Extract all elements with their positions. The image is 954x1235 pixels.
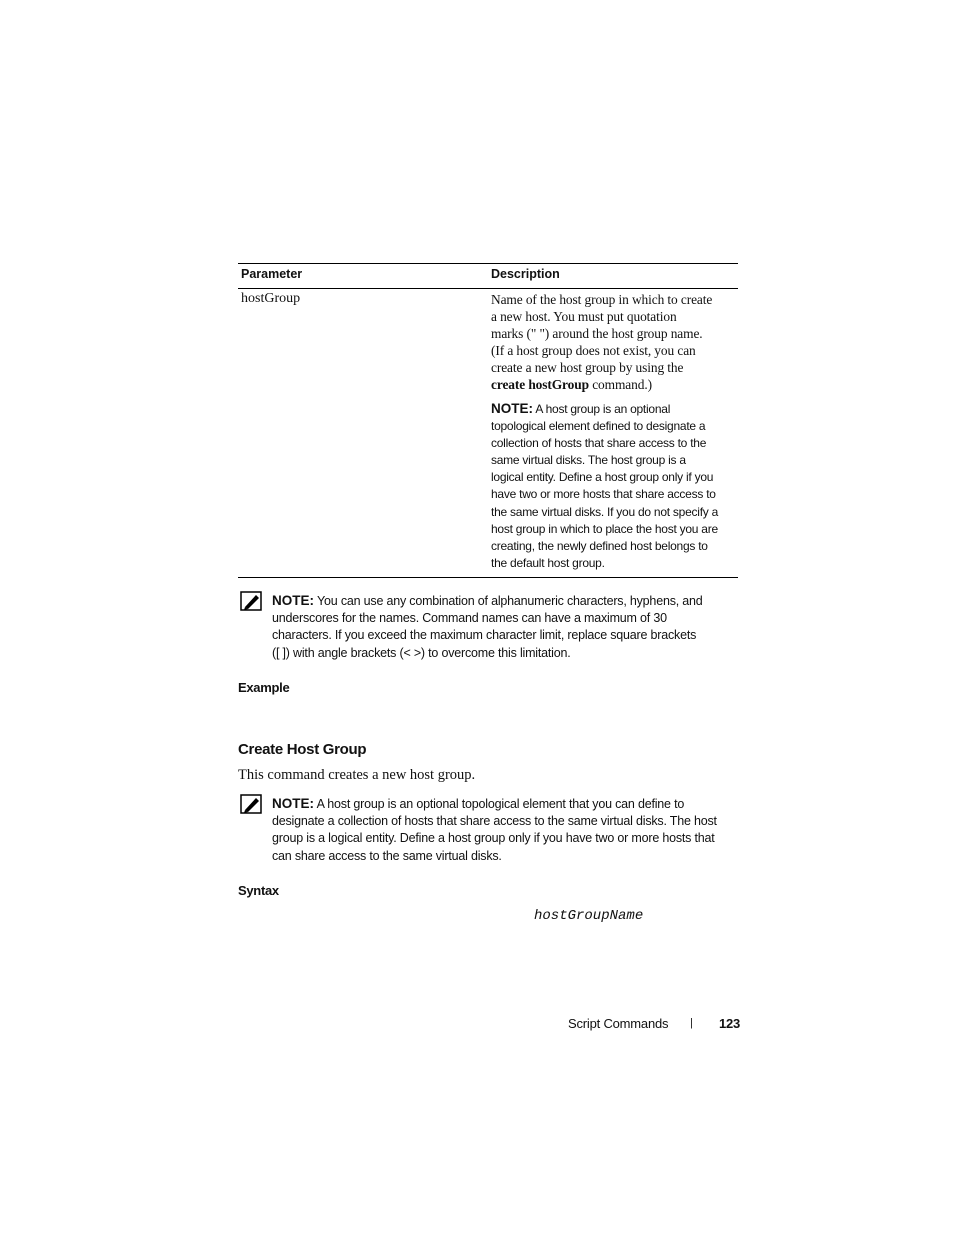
note-line: topological element defined to designate a — [491, 419, 706, 434]
note-line: collection of hosts that share access to the — [491, 436, 707, 451]
footer-separator: | — [690, 1017, 693, 1029]
table-header-description: Description — [491, 267, 560, 281]
table-cell-description — [491, 291, 739, 393]
note-line: host group in which to place the host you are — [491, 521, 718, 536]
note-line: can share access to the same virtual disks. — [272, 848, 502, 863]
note-line: logical entity. Define a host group only if you — [491, 470, 714, 485]
command-tail: command.) — [588, 377, 652, 392]
note-line: group is a logical entity. Define a host group only if you have two or more hosts that — [272, 831, 715, 846]
note-line: the same virtual disks. If you do not specify a — [491, 504, 719, 519]
description-line — [491, 376, 739, 393]
note-line: have two or more hosts that share access to — [491, 487, 716, 502]
description-line: marks (" ") around the host group name. — [491, 326, 703, 341]
note-line: creating, the newly defined host belongs to — [491, 538, 708, 553]
table-cell-note — [491, 400, 739, 572]
syntax-heading: Syntax — [238, 883, 279, 898]
table-bottom-rule — [238, 577, 738, 578]
footer-section: Script Commands — [568, 1016, 669, 1031]
note-label: NOTE: — [491, 401, 533, 416]
description-line: (If a host group does not exist, you can — [491, 343, 696, 358]
note-line: the default host group. — [491, 555, 605, 570]
note-line: designate a collection of hosts that share access to the same virtual disks. The host — [272, 814, 717, 829]
note-line: NOTE: A host group is an optional topological element that you can define to — [272, 796, 685, 811]
command-name: create hostGroup — [491, 377, 589, 392]
section-title: Create Host Group — [238, 741, 367, 758]
example-heading: Example — [238, 680, 290, 695]
description-line: Name of the host group in which to create — [491, 292, 713, 307]
syntax-code: hostGroupName — [534, 908, 644, 924]
table-top-rule — [238, 263, 738, 264]
description-line: a new host. You must put quotation — [491, 309, 677, 324]
note-block-2 — [272, 795, 740, 865]
note-block-1 — [272, 592, 740, 662]
note-line: NOTE: A host group is an optional — [491, 401, 671, 416]
note-line: ([ ]) with angle brackets (< >) to overcome this limitation. — [272, 645, 571, 660]
note-line: underscores for the names. Command names can have a maximum of 30 — [272, 611, 667, 626]
page-number: 123 — [719, 1016, 741, 1031]
table-cell-parameter: hostGroup — [241, 291, 301, 306]
note-line: same virtual disks. The host group is a — [491, 453, 686, 468]
note-label: NOTE: — [272, 593, 314, 608]
description-line: create a new host group by using the — [491, 360, 684, 375]
table-header-rule — [238, 288, 738, 289]
section-intro: This command creates a new host group. — [238, 767, 476, 783]
pencil-note-icon — [240, 591, 262, 611]
note-label: NOTE: — [272, 796, 314, 811]
table-header-parameter: Parameter — [241, 267, 303, 281]
pencil-note-icon — [240, 794, 262, 814]
note-line: NOTE: You can use any combination of alphanumeric characters, hyphens, and — [272, 593, 703, 608]
note-line: characters. If you exceed the maximum character limit, replace square brackets — [272, 628, 697, 643]
